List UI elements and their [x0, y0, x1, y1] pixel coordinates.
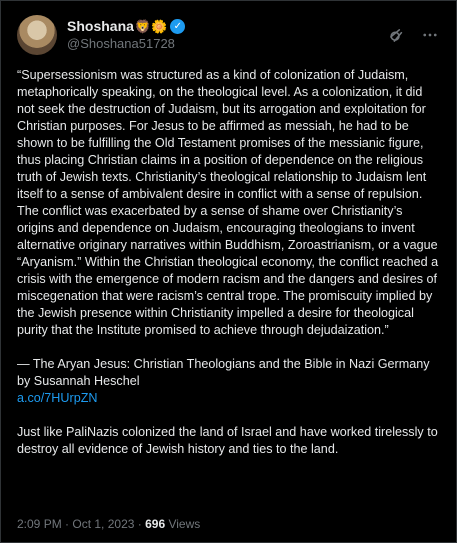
tweet-attribution: — The Aryan Jesus: Christian Theologians and the Bible in Nazi Germany by Susannah Heschel: [17, 357, 430, 388]
author-info: [67, 18, 185, 52]
tweet-header: [17, 13, 440, 57]
tweet-attribution-block: [17, 356, 440, 407]
grok-icon[interactable]: [386, 25, 406, 45]
author-emoji-badges: 🦁🌼: [134, 18, 168, 34]
tweet-comment: Just like PaliNazis colonized the land of Israel and have worked tirelessly to destroy all evidence of Jewish history and ties to the land.: [17, 425, 438, 456]
author-handle[interactable]: @Shoshana51728: [67, 36, 175, 51]
tweet-link[interactable]: a.co/7HUrpZN: [17, 391, 98, 405]
views-label: Views: [165, 517, 201, 531]
meta-separator: ·: [61, 517, 73, 531]
header-actions: [386, 25, 440, 45]
verified-badge-icon[interactable]: ✓: [170, 19, 185, 34]
tweet-body: [17, 67, 440, 458]
tweet-date[interactable]: Oct 1, 2023: [72, 517, 135, 531]
more-icon[interactable]: [420, 25, 440, 45]
author-name-row[interactable]: [67, 18, 185, 35]
views-count: 696: [145, 517, 166, 531]
author-name[interactable]: Shoshana: [67, 18, 134, 34]
avatar[interactable]: [17, 15, 57, 55]
tweet-meta: [17, 517, 200, 531]
tweet-time[interactable]: 2:09 PM: [17, 517, 62, 531]
tweet-quote: “Supersessionism was structured as a kind of colonization of Judaism, metaphorically speaking, on the theological level. As a colonization, it did not seek the destruction of Judaism, but its arrogation and exploitation for Christian purposes. For Jesus to be affirmed as messiah, he had to be shown to be fulfilling the Old Testament promises of the messianic figure, thus placing Christian claims in a position of dependence on the religious truth of Jewish texts. Christianity’s theological relationship to Judaism lent itself to a sense of ambivalent desire in conflict with a sense of repulsion. The conflict was exacerbated by a sense of shame over Christianity’s origins and dependence on Judaism, encouraging theologians to invent alternative originary narratives within Buddhism, Zoroastrianism, or a vague “Aryanism.” Within the Christian theological economy, the conflict reached a crisis with the emergence of modern racism and the dangers and desires of miscegenation that were racism’s central trope. The promiscuity implied by the Jewish presence within Christianity impelled a desire for theological purity that the Institute promised to achieve through dejudaization.”: [17, 68, 439, 337]
meta-separator: ·: [134, 517, 146, 531]
